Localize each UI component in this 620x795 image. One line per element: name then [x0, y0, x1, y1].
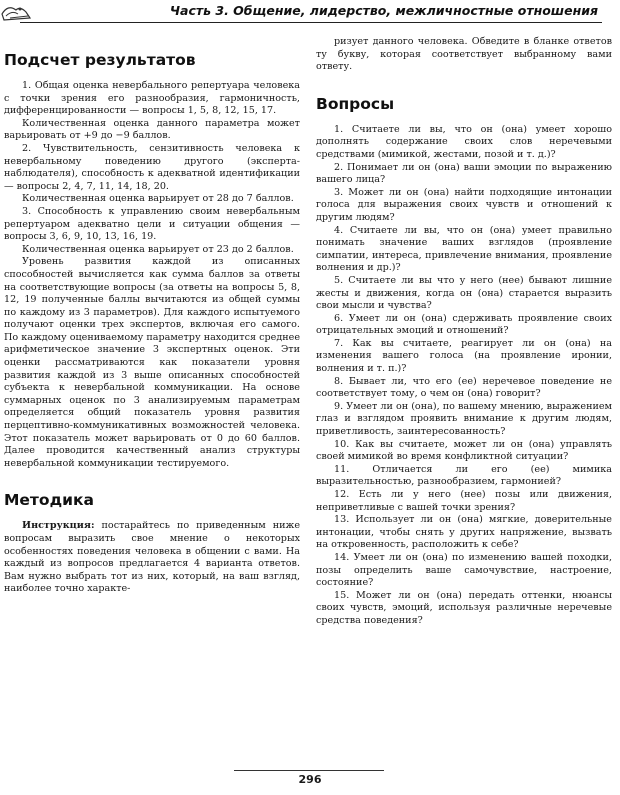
question-item: 5. Считаете ли вы что у него (нее) бывают лишние жесты и движения, когда он (она) старается выразить свои мысли и чувства?: [316, 274, 612, 312]
paragraph: 2. Чувствительность, сензитивность человека к невербальному поведению другого (эксперта-наблюдателя), способность к адекватной идентификации — вопросы 2, 4, 7, 11, 14, 18, 20.: [4, 142, 300, 192]
right-column: [316, 36, 612, 628]
question-item: 13. Использует ли он (она) мягкие, доверительные интонации, чтобы снять у других напряжение, вызвать на откровенность, расположить к себе?: [316, 514, 612, 551]
question-item: 7. Как вы считаете, реагирует ли он (она) на изменения вашего голоса (на проявление иронии, волнения и т. п.)?: [316, 337, 612, 375]
paragraph: Количественная оценка варьирует от 28 до 7 баллов.: [22, 193, 294, 205]
page-number: 296: [298, 773, 322, 786]
question-item: 12. Есть ли у него (нее) позы или движения, неприветливые с вашей точки зрения?: [316, 489, 612, 513]
question-item: 10. Как вы считаете, может ли он (она) управлять своей мимикой во время конфликтной ситуации?: [316, 438, 612, 463]
question-item: 3. Может ли он (она) найти подходящие интонации голоса для выражения своих чувств и отношений к другим людям?: [316, 186, 612, 223]
left-column: [4, 40, 300, 596]
book-logo-icon: [0, 0, 40, 24]
question-item: 1. Считаете ли вы, что он (она) умеет хорошо дополнять содержание своих слов неречевыми средствами (мимикой, жестами, позой и т. д.)?: [316, 123, 612, 160]
question-item: 2. Понимает ли он (она) ваши эмоции по выражению вашего лица?: [316, 161, 612, 186]
heading-questions: Вопросы: [316, 94, 395, 113]
paragraph: Количественная оценка варьирует от 23 до 2 баллов.: [22, 243, 294, 255]
question-item: 15. Может ли он (она) передать оттенки, нюансы своих чувств, эмоций, используя различные неречевые средства поведения?: [316, 589, 612, 626]
paragraph: ризует данного человека. Обведите в бланке ответов ту букву, которая соответствует выбранному вами ответу.: [316, 36, 612, 73]
running-header-title: Часть 3. Общение, лидерство, межличностные отношения: [169, 3, 598, 18]
header-divider: [20, 22, 602, 23]
question-item: 8. Бывает ли, что его (ее) неречевое поведение не соответствует тому, о чем он (она) говорит?: [316, 375, 612, 400]
paragraph: Уровень развития каждой из описанных способностей вычисляется как сумма баллов за ответы на соответствующие вопросы (за ответы на вопросы 5, 8, 12, 19 полученные баллы вычитаются из общей суммы по каждому из 3 параметров). Для каждого испытуемого получают оценки трех экспертов, включая его самого. По каждому оцениваемому параметру находится среднее арифметическое значение 3 экспертных оценок. Эти оценки рассматриваются как показатели уровня развития каждой из 3 выше описанных способностей субъекта к невербальной коммуникации. На основе суммарных оценок по 3 анализируемым параметрам определяется общий показатель уровня развития перцептивно-коммуникативных возможностей человека. Этот показатель может варьировать от 0 до 60 баллов. Далее проводится качественный анализ структуры невербальной коммуникации тестируемого.: [4, 256, 300, 469]
instruction-text: постарайтесь по приведенным ниже вопросам выразить свое мнение о некоторых особенностях поведения человека в общении с вами. На каждый из вопросов предлагается 4 варианта ответов. Вам нужно выбрать тот из них, который, на ваш взгляд, наиболее точно характе-: [4, 520, 300, 595]
running-header: [0, 0, 620, 24]
question-item: 6. Умеет ли он (она) сдерживать проявление своих отрицательных эмоций и отношений?: [316, 312, 612, 337]
paragraph: 3. Способность к управлению своим невербальным репертуаром адекватно цели и ситуации общения — вопросы 3, 6, 9, 10, 13, 16, 19.: [4, 205, 300, 243]
footer-divider: [234, 770, 384, 771]
paragraph: 1. Общая оценка невербального репертуара человека с точки зрения его разнообразия, гармоничность, дифференцированности — вопросы 1, 5, 8, 12, 15, 17.: [4, 80, 300, 117]
heading-results: Подсчет результатов: [4, 51, 196, 69]
heading-method: Методика: [4, 491, 94, 510]
question-item: 4. Считаете ли вы, что он (она) умеет правильно понимать значение ваших взглядов (проявление симпатии, интереса, привлечение внимания, проявление волнения и др.)?: [316, 224, 612, 274]
question-item: 11. Отличается ли его (ее) мимика выразительностью, разнообразием, гармонией?: [316, 463, 612, 488]
paragraph: Количественная оценка данного параметра может варьировать от +9 до −9 баллов.: [4, 117, 300, 142]
question-item: 14. Умеет ли он (она) по изменению вашей походки, позы определить ваше самочувствие, настроение, состояние?: [316, 551, 612, 589]
instruction-label: Инструкция:: [22, 520, 95, 532]
question-item: 9. Умеет ли он (она), по вашему мнению, выражением глаз и взглядом проявить внимание к другим людям, приветливость, заинтересованность?: [316, 400, 612, 438]
instruction-paragraph: [4, 520, 300, 596]
